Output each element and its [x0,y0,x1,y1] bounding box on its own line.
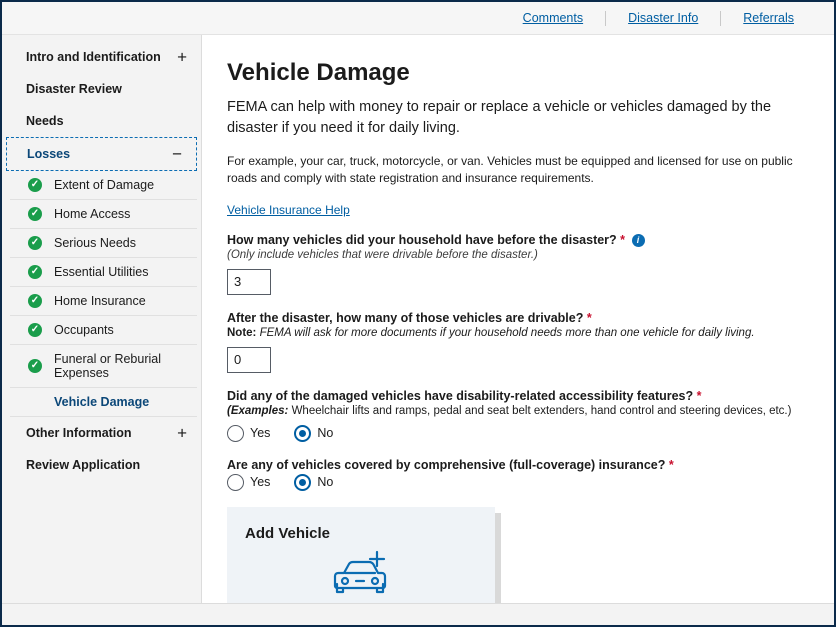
check-icon: ✓ [28,236,42,250]
check-icon: ✓ [28,359,42,373]
sidebar-item-intro-and-identification[interactable] [2,41,201,73]
question-3-label [227,389,804,403]
question-2-note [227,327,804,339]
sidebar-item-label: Extent of Damage [54,178,155,192]
question-3-text: Did any of the damaged vehicles have disability-related accessibility features? [227,388,694,403]
check-icon: ✓ [28,294,42,308]
sidebar-item-label: Funeral or Reburial Expenses [54,352,161,380]
sidebar-item-needs[interactable] [2,105,201,137]
note-prefix: Note: [227,326,257,339]
vehicle-insurance-help-link[interactable]: Vehicle Insurance Help [227,202,350,217]
link-comments[interactable]: Comments [522,11,584,25]
sidebar-item-other-information[interactable] [2,417,201,449]
expand-plus-icon[interactable]: + [177,47,187,67]
check-icon: ✓ [28,207,42,221]
required-marker: * [586,310,592,325]
sidebar-item-label: Serious Needs [54,236,136,250]
sidebar-item-label: Vehicle Damage [54,395,150,409]
question-2-text: After the disaster, how many of those vehicles are drivable? [227,310,584,325]
expand-plus-icon[interactable]: + [177,423,187,443]
examples-text: Wheelchair lifts and ramps, pedal and seat belt extenders, hand control and steering devices, etc.) [291,404,792,417]
sidebar-section-label: Needs [26,114,64,128]
check-icon: ✓ [28,265,42,279]
radio-accessibility-yes-label[interactable]: Yes [250,426,271,441]
add-vehicle-card[interactable] [227,507,495,603]
note-text: FEMA will ask for more documents if your household needs more than one vehicle for daily living. [259,326,755,339]
page-lead-text: FEMA can help with money to repair or replace a vehicle or vehicles damaged by the disaster if you need it for daily living. [227,99,772,137]
sidebar-item-review-application[interactable] [2,449,201,481]
bottom-bar [2,603,834,625]
check-icon: ✓ [28,323,42,337]
sidebar-item-vehicle-damage[interactable] [10,388,197,417]
sidebar-section-label: Other Information [26,426,132,440]
link-referrals[interactable]: Referrals [743,11,794,25]
link-disaster-info[interactable]: Disaster Info [628,11,699,25]
sidebar-item-losses[interactable] [6,137,197,171]
sidebar-item-home-insurance[interactable] [10,287,197,316]
question-1-text: How many vehicles did your household have before the disaster? [227,232,617,247]
top-utility-bar [2,2,834,35]
sidebar-item-essential-utilities[interactable] [10,258,197,287]
sidebar-item-extent-of-damage[interactable] [10,171,197,200]
required-marker: * [620,232,626,247]
page-title: Vehicle Damage [227,59,410,86]
main-content [203,35,834,603]
radio-comprehensive-insurance-yes-label[interactable]: Yes [250,475,271,490]
sidebar-section-label: Review Application [26,458,141,472]
vehicles-before-disaster-input[interactable] [227,269,271,295]
question-1-hint: (Only include vehicles that were drivable before the disaster.) [227,248,538,261]
question-2-label [227,311,804,325]
sidebar-item-occupants[interactable] [10,316,197,345]
question-4-radio-group [227,474,804,491]
sidebar-item-disaster-review[interactable] [2,73,201,105]
radio-comprehensive-insurance-yes[interactable] [227,474,244,491]
required-marker: * [696,388,702,403]
required-marker: * [668,457,674,472]
info-icon[interactable]: i [632,234,645,247]
sidebar-item-label: Occupants [54,323,114,337]
sidebar-item-serious-needs[interactable] [10,229,197,258]
question-4-text: Are any of vehicles covered by comprehensive (full-coverage) insurance? [227,457,666,472]
sidebar-section-label: Intro and Identification [26,50,161,64]
question-3-radio-group [227,425,804,442]
drivable-vehicles-input[interactable] [227,347,271,373]
question-3-examples [227,405,804,417]
question-1-label [227,233,804,247]
sidebar-navigation [2,35,202,603]
sidebar-section-label: Losses [27,147,71,161]
question-4-label [227,458,804,472]
add-vehicle-title: Add Vehicle [245,524,331,542]
radio-comprehensive-insurance-no-label[interactable]: No [317,475,334,490]
car-plus-icon [329,548,393,602]
page-description-text: For example, your car, truck, motorcycle, or van. Vehicles must be equipped and licensed for use on public roads and comply with state registration and insurance requirements. [227,154,793,186]
sidebar-section-label: Disaster Review [26,82,122,96]
sidebar-item-label: Essential Utilities [54,265,149,279]
examples-prefix: (Examples: [227,404,289,417]
sidebar-item-home-access[interactable] [10,200,197,229]
check-icon: ✓ [28,178,42,192]
add-vehicle-card-wrapper [227,507,804,603]
radio-comprehensive-insurance-no[interactable] [294,474,311,491]
sidebar-item-label: Home Access [54,207,131,221]
radio-accessibility-no[interactable] [294,425,311,442]
radio-accessibility-yes[interactable] [227,425,244,442]
top-links [501,11,816,26]
radio-accessibility-no-label[interactable]: No [317,426,334,441]
sidebar-item-funeral-or-reburial-expenses[interactable] [10,345,197,388]
collapse-minus-icon[interactable]: − [172,144,182,164]
sidebar-item-label: Home Insurance [54,294,146,308]
